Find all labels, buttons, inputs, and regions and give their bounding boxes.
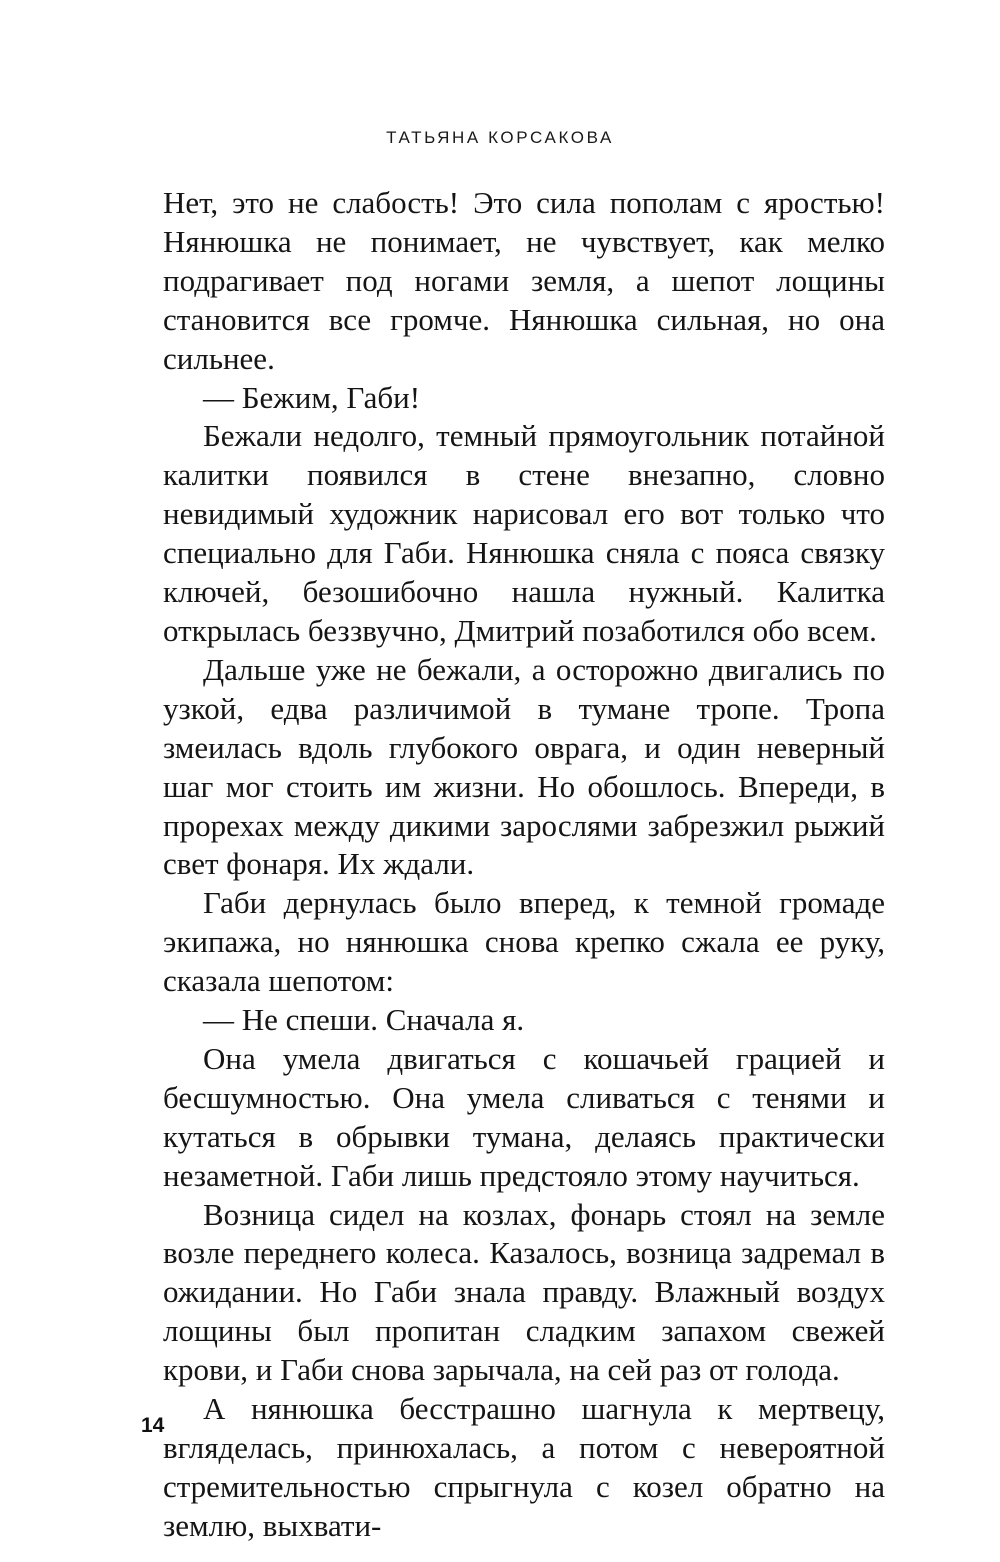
paragraph-4: Дальше уже не бежали, а осторожно двигались по узкой, едва различимой в тумане тропе. Тропа змеилась вдоль глубокого оврага, и один неверный шаг мог стоить им жизни. Но обошлось. Впереди, в прорехах между дикими зарослями забрезжил рыжий свет фонаря. Их ждали. (163, 651, 885, 882)
paragraph-3: Бежали недолго, темный прямоугольник потайной калитки появился в стене внезапно, словно невидимый художник нарисовал его вот только что специально для Габи. Нянюшка сняла с пояса связку ключей, безошибочно нашла нужный. Калитка открылась беззвучно, Дмитрий позаботился обо всем. (163, 418, 885, 648)
body-text (163, 184, 885, 1546)
paragraph-6-dialogue: — Не спеши. Сначала я. (203, 1002, 525, 1038)
page-number: 14 (141, 1414, 165, 1437)
paragraph-1: Нет, это не слабость! Это сила пополам с яростью! Нянюшка не понимает, не чувствует, как мелко подрагивает под ногами земля, а шепот лощины становится все громче. Нянюшка сильная, но она сильнее. (163, 185, 885, 376)
running-head: ТАТЬЯНА КОРСАКОВА (386, 128, 614, 147)
paragraph-2-dialogue: — Бежим, Габи! (203, 379, 421, 415)
paragraph-5: Габи дернулась было вперед, к темной громаде экипажа, но нянюшка снова крепко сжала ее руку, сказала шепотом: (163, 885, 885, 999)
paragraph-9: А нянюшка бесстрашно шагнула к мертвецу, вгляделась, принюхалась, а потом с невероятной стремительностью спрыгнула с козел обратно на землю, выхвати- (163, 1391, 885, 1543)
paragraph-7: Она умела двигаться с кошачьей грацией и бесшумностью. Она умела сливаться с тенями и кутаться в обрывки тумана, делаясь практически незаметной. Габи лишь предстояло этому научиться. (163, 1040, 885, 1193)
paragraph-8: Возница сидел на козлах, фонарь стоял на земле возле переднего колеса. Казалось, возница задремал в ожидании. Но Габи знала правду. Влажный воздух лощины был пропитан сладким запахом свежей крови, и Габи снова зарычала, на сей раз от голода. (163, 1196, 885, 1388)
